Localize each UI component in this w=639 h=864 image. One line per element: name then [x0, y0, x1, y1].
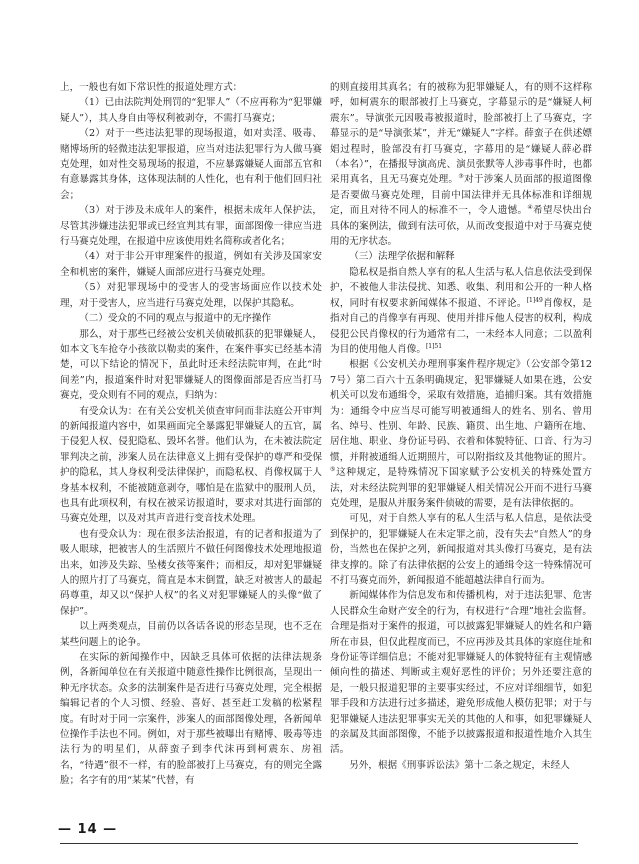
paragraph: （2）对于一些违法犯罪的现场报道，如对卖淫、吸毒、赌博场所的轻微违法犯罪报道，应当对违法犯罪行为人做马赛克处理，如对性交易现场的报道，不应暴露嫌疑人面部五官和有意暴露其身体，这体现法制的人性化，也有利于他们回归社会；	[60, 128, 322, 201]
text-run: 对于涉案人员面部的报道图像是否要做马赛克处理，目前中国法律并无具体标准和详细规定，而且对待不同人的标准不一，令人遗憾。	[330, 174, 592, 217]
paragraph: 有受众认为：在有关公安机关侦查审问而非法庭公开审判的新闻报道内容中，如果画面完全暴露犯罪嫌疑人的五官，属于侵犯人权、侵犯隐私、毁坏名誉。他们认为，在未被法院定罪判决之前，涉案人员在法律意义上拥有受保护的尊严和受保护的隐私，其人身权利受法律保护，而隐私权、肖像权属于人身基本权利，不能被随意剥夺，哪怕是在监狱中的服刑人员，也具有此项权利，有权在被采访报道时，要求对其进行面部的马赛克处理，以及对其声音进行变音技术处理。	[60, 405, 322, 525]
paragraph: 也有受众认为：现在很多法治报道，有的记者和报道为了吸人眼球，把被害人的生活照片不做任何图像技术处理地报道出来，如涉及失踪、坠楼女孩等案件；而相反，却对犯罪嫌疑人的照片打了马赛克，简直是本末倒置，缺乏对被害人的最起码尊重，却又以“保护人权”的名义对犯罪嫌疑人的头像“做了保护”。	[60, 528, 322, 617]
footnote-marker: ⑤	[330, 465, 337, 473]
paragraph: 在实际的新闻操作中，因缺乏具体可依据的法律法规条例，各新闻单位在有关报道中随意性操作比例很高，呈现出一种无序状态。众多的法制案件是否进行马赛克处理，完全根据编辑记者的个人习惯、经验、喜好、甚至赶工发稿的松紧程度。有时对于同一宗案件，涉案人的面部图像处理，各新闻单位操作手法也不同。例如，对于那些被曝出有赌博、吸毒等违法行为的明星们，从薛蛮子到李代沫再到柯震东、房祖名，“待遇”很不一样，有的脸部被打上马赛克，有的则完全露脸；名字有的用“某某”代替，有	[60, 652, 322, 787]
page-number: — 14 —	[58, 822, 118, 837]
paragraph: 上，一般也有如下常识性的报道处理方式：	[60, 82, 243, 93]
paragraph: 新闻媒体作为信息发布和传播机构，对于违法犯罪、危害人民群众生命财产安全的行为，有权进行“合理”地社会监督。合理是指对于案件的报道，可以披露犯罪嫌疑人的姓名和户籍所在市县，但仅此程度而已，不应再涉及其具体的家庭住址和身份证等详细信息；不能对犯罪嫌疑人的体貌特征有主观情感倾向性的描述、判断或主观好恶性的评价；另外还要注意的是，一般只报道犯罪的主要事实经过，不应对详细细节，如犯罪手段和方法进行过多描述，避免形成他人模仿犯罪；对于与犯罪嫌疑人违法犯罪事实无关的其他的人和事，如犯罪嫌疑人的亲属及其面部图像，不能予以披露报道和报道性地介入其生活。	[330, 590, 592, 756]
paragraph: 以上两类观点，目前仍以各话各说的形态呈现，也不乏在某些问题上的论争。	[60, 621, 322, 648]
text-run: 隐私权是指自然人享有的私人生活与私人信息依法受到保护，不被他人非法侵扰、知悉、收集、利用和公开的一种人格权，同时有权要求新闻媒体不报道、不评论。	[330, 266, 592, 309]
right-column	[330, 80, 592, 773]
paragraph: （3）对于涉及未成年人的案件，根据未成年人保护法，尽管其涉嫌违法犯罪或已经宣判其有罪，面部图像一律应当进行马赛克处理，在报道中应该使用姓名简称或者化名；	[60, 205, 322, 248]
footer-rule	[60, 843, 578, 844]
paragraph	[330, 265, 592, 357]
paragraph: （4）对于非公开审理案件的报道，例如有关涉及国家安全和机密的案件，嫌疑人面部应进行马赛克处理。	[60, 251, 322, 278]
citation-marker: [1]51	[425, 342, 443, 350]
footnote-marker: ④	[527, 204, 534, 212]
paragraph	[330, 80, 592, 249]
left-column	[60, 80, 322, 789]
section-heading: （三）法理学依据和解释	[349, 251, 455, 263]
text-run: 的则直接用其真名；有的被称为犯罪嫌疑人，有的则不这样称呼，如柯震东的眼部被打上马赛克，字幕显示的是“嫌疑人柯震东”。导演张元因吸毒被报道时，脸部被打上了马赛克，字幕显示的是“导演张某”，并无“嫌疑人”字样。薛蛮子在供述嫖娼过程时，脸部没有打马赛克，字幕用的是“嫌疑人薛必群（本名）”，在播报导演高虎、演员张默等人涉毒事件时，也都采用真名，且无马赛克处理。	[330, 82, 592, 186]
paragraph: （1）已由法院判处刑罚的“犯罪人”（不应再称为“犯罪嫌疑人”），其人身自由等权利被剥夺，不需打马赛克；	[60, 97, 322, 124]
paragraph: （5）对犯罪现场中的受害人的受害场面应作以技术处理，对于受害人，应当进行马赛克处理，以保护其隐私。	[60, 282, 322, 309]
text-run: 这种规定，是特殊情况下国家赋予公安机关的特殊处置方法，对未经法院判罪的犯罪嫌疑人相关情况公开而不进行马赛克处理，是服从并服务案件侦破的需要，是有法律依据的。	[330, 467, 593, 509]
paragraph: 另外，根据《刑事诉讼法》第十二条之规定，未经人	[349, 759, 570, 771]
paragraph: 可见，对于自然人享有的私人生活与私人信息，是依法受到保护的，犯罪嫌疑人在未定罪之前，没有失去“自然人”的身份，当然也在保护之列，新闻报道对其头像打马赛克，是有法律支撑的。除了有法律依据的公安上的通缉令这一特殊情况可不打马赛克而外，新闻报道不能超越法律自行而为。	[330, 513, 592, 586]
text-run: 希望尽快出台具体的案例法，做到有法可依，从而改变报道中对于马赛克使用的无序状态。	[330, 205, 593, 248]
text-run: 肖像权，是指对自己的肖像享有再现、使用并排斥他人侵害的权利，构成侵犯公民肖像权的行为通常有二，一未经本人同意；二以盈利为目的使用他人肖像。	[330, 297, 593, 355]
section-heading: （二）受众的不同的观点与报道中的无序操作	[79, 313, 272, 325]
paragraph	[330, 357, 592, 511]
citation-marker: [1]49	[526, 296, 543, 304]
paragraph: 那么，对于那些已经被公安机关侦破抓获的犯罪嫌疑人，如本文飞车抢夺小孩欲以勒卖的案件，在案件事实已经基本清楚，可以下结论的情况下，虽此时还未经法院审判，在此“时间差”内，报道案件时对犯罪嫌疑人的图像面部是否应当打马赛克，受众则有不同的观点，归纳为：	[60, 328, 322, 402]
text-run: 根据《公安机关办理刑事案件程序规定》（公安部令第127号）第二百六十五条明确规定，犯罪嫌疑人如果在逃，公安机关可以发布通缉令，采取有效措施，追捕归案。其有效措施为：通缉令中应当尽可能写明被通缉人的姓名、别名、曾用名、绰号、性别、年龄、民族、籍贯、出生地、户籍所在地、居住地、职业、身份证号码、衣着和体貌特征、口音、行为习惯，并附被通缉人近期照片，可以附指纹及其他物证的照片。	[330, 359, 592, 463]
footnote-marker: ③	[458, 173, 464, 181]
